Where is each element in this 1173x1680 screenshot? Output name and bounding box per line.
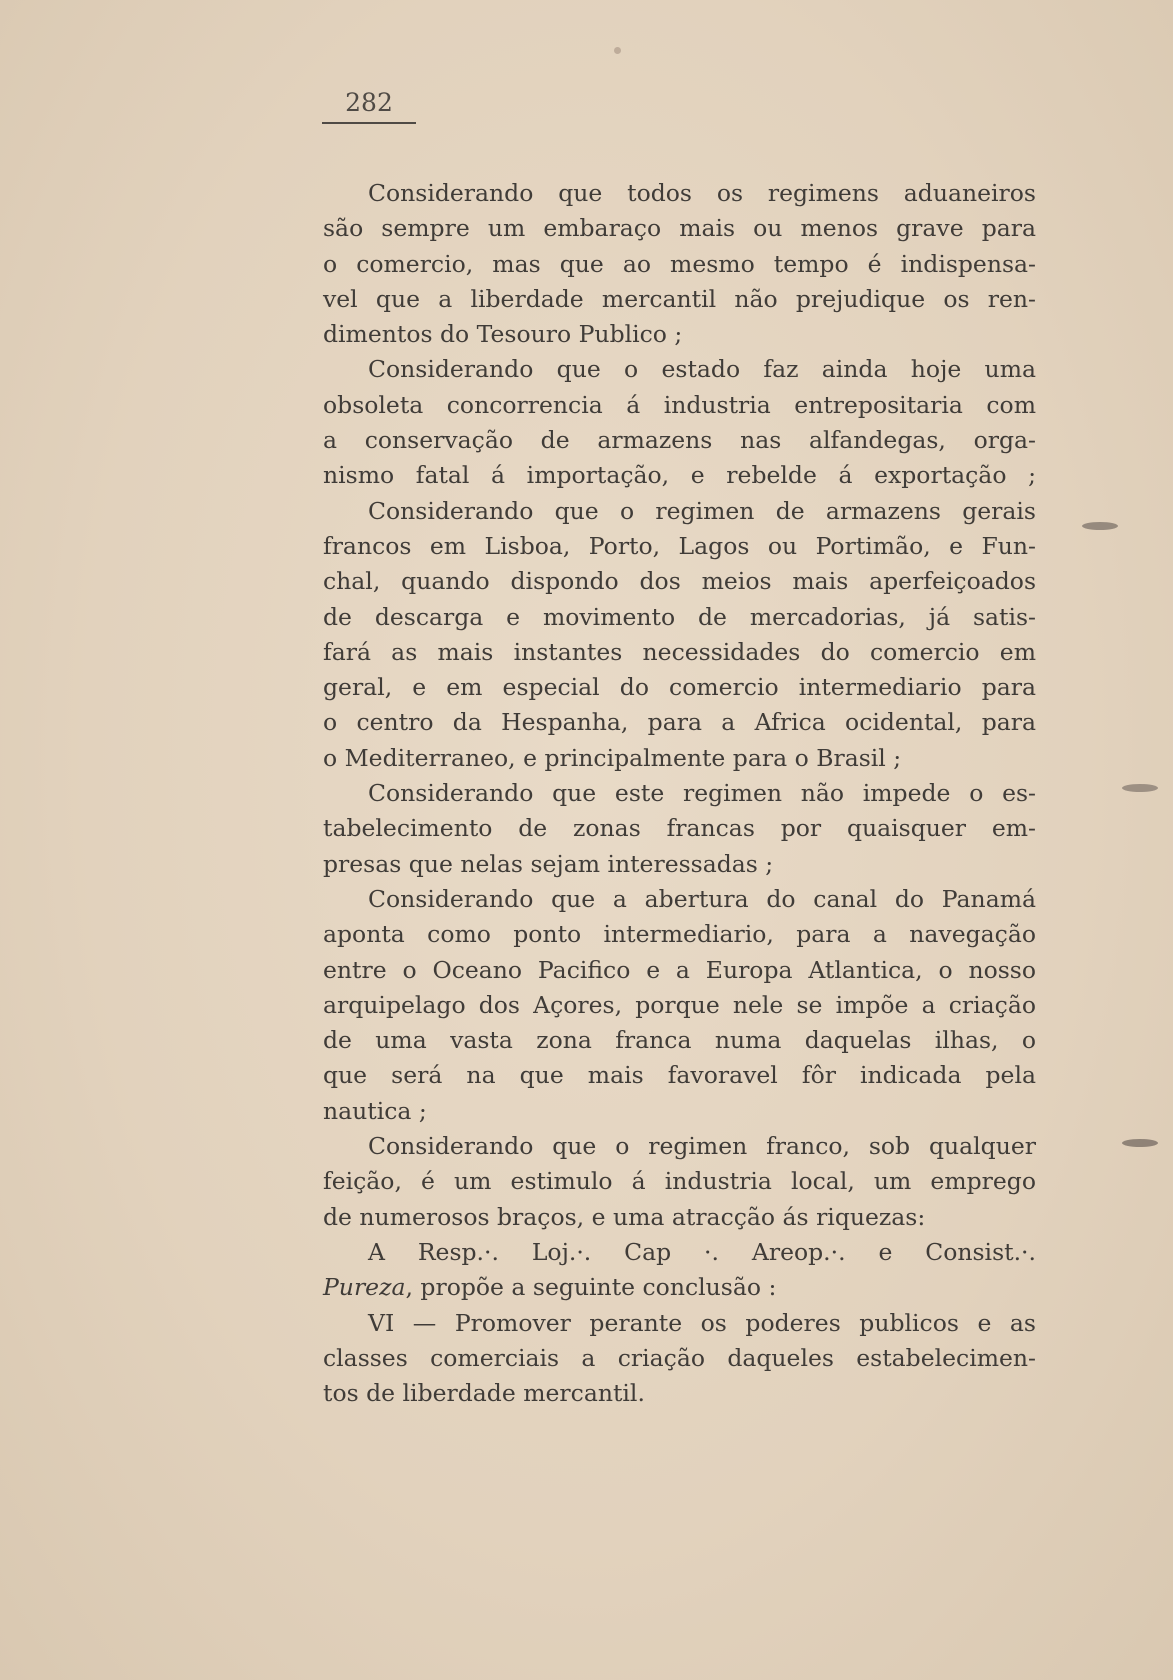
text-line: de descarga e movimento de mercadorias, já satis- [323, 602, 1036, 631]
text-line: vel que a liberdade mercantil não prejudique os ren- [323, 284, 1036, 313]
body-text [323, 176, 1036, 1411]
text-line: o comercio, mas que ao mesmo tempo é indispensa- [323, 249, 1036, 278]
ink-stain-mark [1118, 782, 1162, 794]
text-line: Considerando que o regimen de armazens gerais [368, 496, 1036, 525]
text-line: geral, e em especial do comercio intermediario para [323, 673, 1036, 702]
text-line: o centro da Hespanha, para a Africa ocidental, para [323, 708, 1036, 737]
text-line: de uma vasta zona franca numa daquelas ilhas, o [323, 1026, 1036, 1055]
text-line: Considerando que todos os regimens aduaneiros [368, 179, 1036, 207]
ink-dot [614, 47, 621, 54]
text-line: que será na que mais favoravel fôr indicada pela [323, 1061, 1036, 1090]
conclusion-line: VI — Promover perante os poderes publicos e as [368, 1308, 1036, 1337]
signature-line [323, 1270, 1036, 1305]
text-line: chal, quando dispondo dos meios mais aperfeiçoados [323, 567, 1036, 596]
conclusion-line: tos de liberdade mercantil. [323, 1379, 645, 1408]
text-line: presas que nelas sejam interessadas ; [323, 849, 774, 878]
signature-line: A Resp.·. Loj.·. Cap ·. Areop.·. e Consist.·. [368, 1237, 1036, 1266]
text-line: Considerando que o regimen franco, sob qualquer [368, 1132, 1036, 1161]
text-line: a conservação de armazens nas alfandegas, orga- [323, 426, 1036, 455]
text-line: Considerando que este regimen não impede o es- [368, 779, 1036, 808]
text-line: dimentos do Tesouro Publico ; [323, 320, 683, 349]
conclusion-line: classes comerciais a criação daqueles estabelecimen- [323, 1343, 1036, 1372]
text-line: francos em Lisboa, Porto, Lagos ou Portimão, e Fun- [323, 531, 1036, 560]
ink-stain-mark [1118, 1137, 1162, 1149]
text-line: entre o Oceano Pacifico e a Europa Atlantica, o nosso [323, 955, 1036, 984]
ink-stain-mark [1078, 520, 1122, 532]
text-line: Considerando que o estado faz ainda hoje uma [368, 355, 1036, 384]
lodge-name: Pureza [323, 1273, 406, 1302]
text-line: fará as mais instantes necessidades do comercio em [323, 637, 1036, 666]
text-line: nautica ; [323, 1096, 427, 1125]
text-line: feição, é um estimulo á industria local, um emprego [323, 1167, 1036, 1196]
text-line: Considerando que a abertura do canal do Panamá [368, 884, 1036, 913]
text-line: o Mediterraneo, e principalmente para o Brasil ; [323, 743, 902, 772]
signature-rest: , propõe a seguinte conclusão : [405, 1273, 777, 1302]
text-line: arquipelago dos Açores, porque nele se impõe a criação [323, 990, 1036, 1019]
page-number: 282 [345, 88, 393, 117]
text-line: obsoleta concorrencia á industria entrepositaria com [323, 390, 1036, 419]
text-line: são sempre um embaraço mais ou menos grave para [323, 214, 1036, 243]
text-line: nismo fatal á importação, e rebelde á exportação ; [323, 461, 1036, 490]
text-line: aponta como ponto intermediario, para a navegação [323, 920, 1036, 949]
page-number-rule [322, 122, 416, 124]
text-line: tabelecimento de zonas francas por quaisquer em- [323, 814, 1036, 843]
text-line: de numerosos braços, e uma atracção ás riquezas: [323, 1202, 926, 1231]
